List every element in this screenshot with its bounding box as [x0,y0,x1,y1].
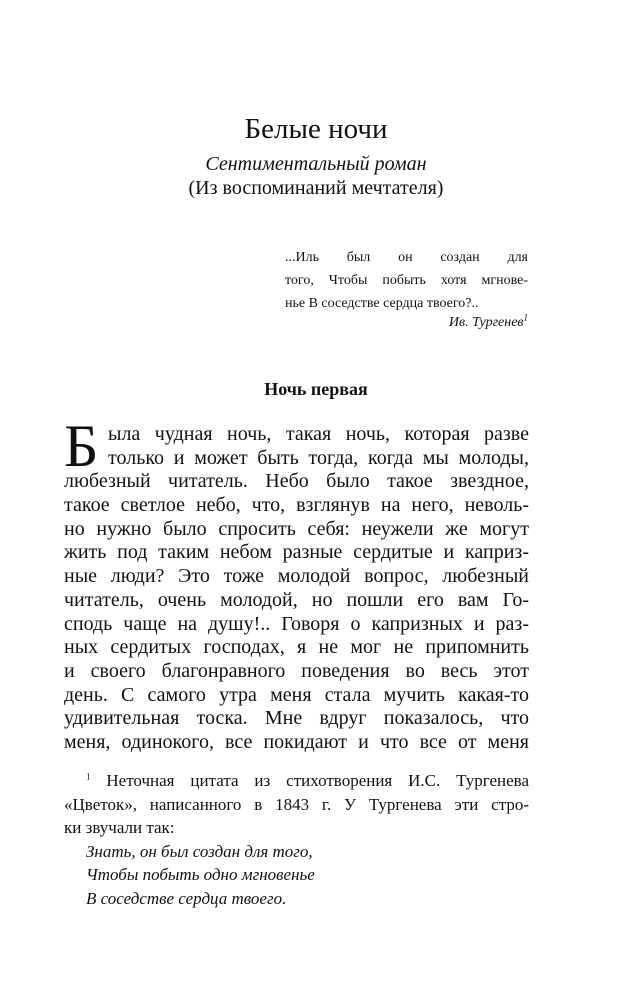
epigraph-line: ...Иль был он создан для [285,250,528,265]
book-title: Белые ночи [244,113,388,145]
footnote-line: «Цветок», написанного в 1843 г. У Тургенева эти стро- [64,794,529,814]
footnote-line [64,769,529,793]
footnote-text: Неточная цитата из стихотворения И.С. Тургенева [106,771,529,790]
text-line: читатель, очень молодой, но пошли его вам Го- [64,588,529,611]
text-line: только и может быть тогда, когда мы молоды, [108,446,529,469]
epigraph [285,246,528,315]
attribution-author: Ив. Тургенев [448,315,524,330]
text-line: ные люди? Это тоже молодой вопрос, любезный [64,565,529,588]
text-line: но нужно было спросить себя: неужели же могут [64,517,529,540]
footnote-quote-line: Чтобы побыть одно мгновенье [86,865,315,884]
text-line: день. С самого утра меня стала мучить какая-то [64,683,529,706]
text-line: и своего благонравного поведения во весь этот [64,659,529,682]
footnote [64,769,529,910]
text-line: жить под таким небом разные сердитые и каприз- [64,541,529,564]
text-line: меня, одинокого, все покидают и что все от меня [64,730,529,753]
text-line: любезный читатель. Небо было такое звездное, [64,470,529,493]
text-line: такое светлое небо, что, взглянув на него, неволь- [64,494,529,517]
footnote-reference: 1 [523,312,528,323]
text-line: сподь чаще на душу!.. Говоря о капризных и раз- [64,612,529,635]
text-line: удивительная тоска. Мне вдруг показалось, что [64,707,529,730]
drop-cap: Б [64,413,99,479]
text-line: ных сердитых господах, я не мог не припомнить [64,636,529,659]
epigraph-line: нье В соседстве сердца твоего?.. [285,296,479,311]
book-subtitle-genre: Сентиментальный роман [205,153,427,175]
chapter-body [64,423,529,755]
footnote-marker: 1 [86,771,91,782]
chapter-heading: Ночь первая [264,379,368,399]
footnote-quote-line: В соседстве сердца твоего. [86,888,287,908]
footnote-quote-line: Знать, он был создан для того, [86,841,313,861]
book-subtitle: (Из воспоминаний мечтателя) [188,177,444,199]
footnote-line: ки звучали так: [64,818,175,837]
epigraph-line: того, Чтобы побыть хотя мгнове- [285,273,528,288]
epigraph-attribution [448,312,528,331]
text-line: ыла чудная ночь, такая ночь, которая разве [108,423,529,445]
